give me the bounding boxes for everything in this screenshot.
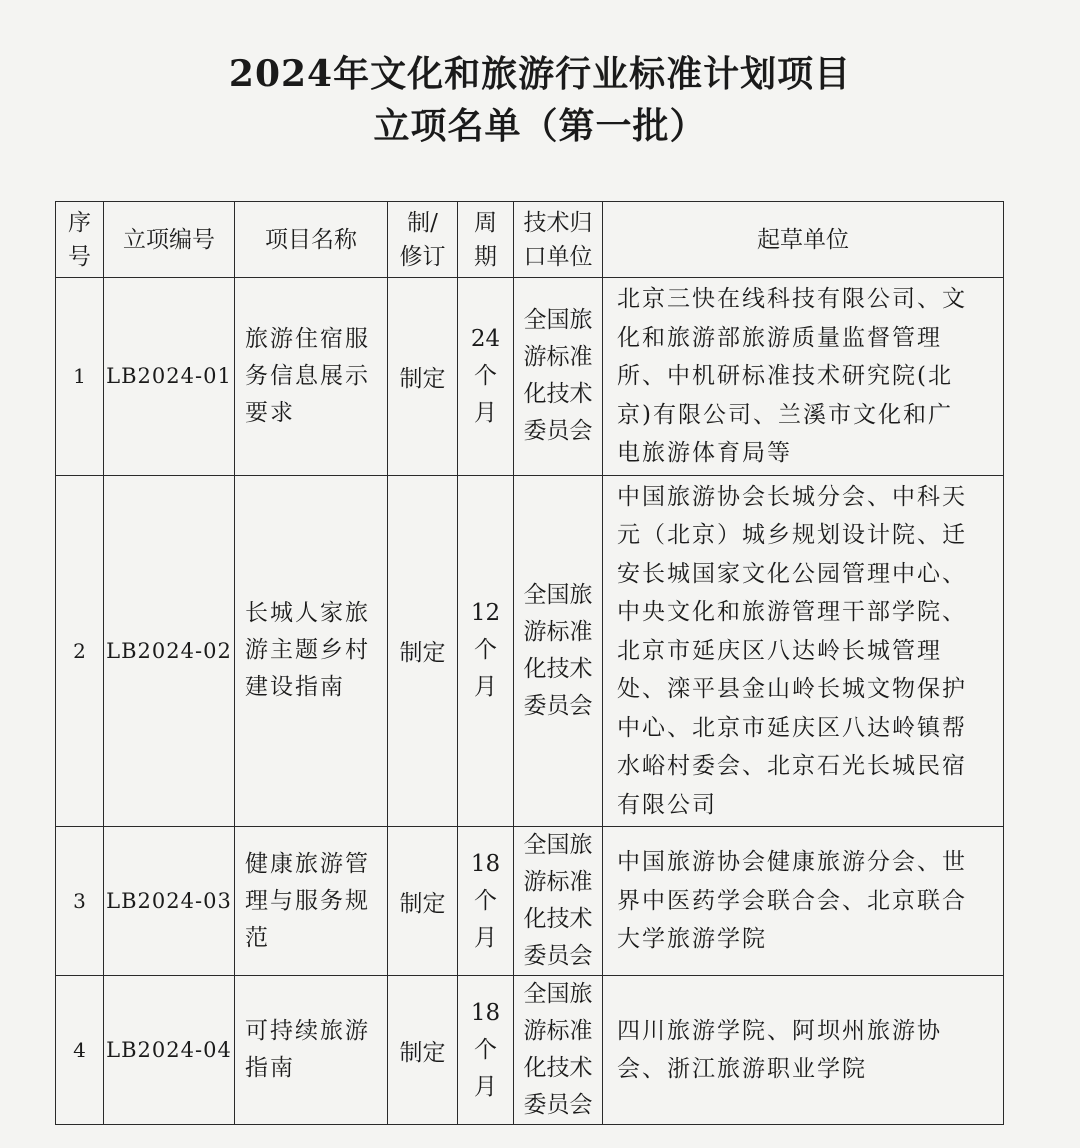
cell-drafter-line: 有限公司	[617, 791, 717, 818]
cell-org-line: 化技术	[523, 655, 593, 682]
cell-drafter	[603, 976, 1004, 1125]
cell-drafter-line: 会、浙江旅游职业学院	[617, 1056, 867, 1082]
header-org: 技术归 口单位	[514, 202, 603, 278]
cell-type: 制定	[388, 827, 458, 976]
cell-no: 1	[56, 278, 104, 476]
header-code: 立项编号	[104, 202, 235, 278]
cell-code: LB2024-01	[104, 278, 235, 476]
cell-drafter-line: 四川旅游学院、阿坝州旅游协	[617, 1017, 942, 1044]
header-name: 项目名称	[235, 202, 388, 278]
cell-name-line: 范	[245, 924, 270, 951]
header-cycle: 周 期	[458, 202, 514, 278]
cell-org	[514, 976, 603, 1125]
cell-cycle-line: 18	[470, 850, 501, 877]
cell-drafter	[603, 475, 1004, 827]
document-title	[0, 48, 1080, 152]
cell-drafter-line: 中国旅游协会健康旅游分会、世	[617, 849, 967, 876]
cell-drafter-line: 所、中机研标准技术研究院(北	[617, 363, 953, 389]
table-row	[56, 976, 1004, 1125]
cell-org-line: 全国旅	[523, 581, 593, 608]
cell-org-line: 委员会	[523, 1092, 593, 1118]
cell-drafter-line: 中国旅游协会长城分会、中科天	[617, 483, 967, 510]
cell-org-line: 全国旅	[523, 307, 593, 334]
header-no: 序 号	[56, 202, 104, 278]
cell-name-line: 指南	[245, 1055, 295, 1081]
cell-code: LB2024-02	[104, 475, 235, 827]
cell-org-line: 游标准	[523, 618, 593, 645]
cell-org-line: 全国旅	[523, 832, 593, 858]
header-type: 制/ 修订	[388, 202, 458, 278]
project-table	[55, 201, 1004, 1125]
cell-cycle-line: 个	[474, 637, 497, 664]
cell-no: 3	[56, 827, 104, 976]
cell-name	[235, 278, 388, 476]
cell-org-line: 游标准	[523, 869, 593, 895]
title-line-1: 2024年文化和旅游行业标准计划项目	[228, 53, 852, 95]
cell-name-line: 长城人家旅	[245, 600, 370, 627]
cell-code: LB2024-03	[104, 827, 235, 976]
cell-org-line: 全国旅	[523, 981, 593, 1007]
cell-cycle-line: 18	[470, 999, 501, 1026]
cell-cycle-line: 月	[474, 399, 497, 426]
table-row	[56, 475, 1004, 827]
cell-org-line: 化技术	[523, 1055, 593, 1081]
cell-org	[514, 278, 603, 476]
table-row	[56, 278, 1004, 476]
table-row	[56, 827, 1004, 976]
cell-name	[235, 827, 388, 976]
cell-cycle-line: 月	[474, 924, 497, 951]
cell-cycle	[458, 827, 514, 976]
cell-drafter-line: 处、滦平县金山岭长城文物保护	[617, 676, 967, 702]
cell-org-line: 委员会	[523, 418, 593, 445]
cell-drafter-line: 大学旅游学院	[617, 926, 767, 953]
cell-type: 制定	[388, 475, 458, 827]
cell-org-line: 游标准	[523, 1018, 593, 1044]
cell-cycle-line: 24	[470, 325, 501, 352]
cell-cycle	[458, 278, 514, 476]
cell-cycle-line: 12	[470, 600, 501, 627]
cell-drafter	[603, 278, 1004, 476]
cell-cycle-line: 个	[474, 887, 497, 914]
cell-name-line: 游主题乡村	[245, 637, 370, 664]
cell-org-line: 化技术	[523, 381, 593, 408]
cell-drafter-line: 化和旅游部旅游质量监督管理	[617, 324, 942, 351]
cell-name-line: 理与服务规	[245, 887, 370, 914]
cell-cycle-line: 月	[474, 1073, 497, 1100]
cell-org-line: 委员会	[523, 943, 593, 969]
cell-cycle-line: 个	[474, 1036, 497, 1063]
cell-drafter	[603, 827, 1004, 976]
cell-drafter-line: 安长城国家文化公园管理中心、	[617, 560, 967, 587]
cell-drafter-line: 北京市延庆区八达岭长城管理	[617, 637, 942, 664]
cell-cycle	[458, 475, 514, 827]
header-drafter: 起草单位	[603, 202, 1004, 278]
cell-name-line: 建设指南	[245, 674, 345, 701]
cell-cycle	[458, 976, 514, 1125]
cell-code: LB2024-04	[104, 976, 235, 1125]
cell-drafter-line: 电旅游体育局等	[617, 440, 792, 466]
cell-name	[235, 976, 388, 1125]
cell-org	[514, 827, 603, 976]
cell-drafter-line: 中心、北京市延庆区八达岭镇帮	[617, 714, 967, 741]
cell-org-line: 委员会	[523, 692, 593, 719]
cell-name-line: 要求	[245, 399, 295, 426]
cell-drafter-line: 中央文化和旅游管理干部学院、	[617, 599, 967, 625]
cell-no: 4	[56, 976, 104, 1125]
table-header-row	[56, 202, 1004, 278]
cell-drafter-line: 京)有限公司、兰溪市文化和广	[617, 401, 953, 428]
cell-org-line: 化技术	[523, 906, 593, 932]
cell-name-line: 务信息展示	[245, 362, 370, 389]
title-line-2: 立项名单（第一批）	[373, 105, 707, 147]
cell-drafter-line: 界中医药学会联合会、北京联合	[617, 887, 967, 914]
cell-type: 制定	[388, 976, 458, 1125]
cell-type: 制定	[388, 278, 458, 476]
cell-no: 2	[56, 475, 104, 827]
cell-org-line: 游标准	[523, 344, 593, 371]
cell-drafter-line: 北京三快在线科技有限公司、文	[617, 286, 967, 312]
cell-org	[514, 475, 603, 827]
cell-name-line: 可持续旅游	[245, 1018, 370, 1044]
cell-name	[235, 475, 388, 827]
cell-cycle-line: 月	[474, 674, 497, 701]
cell-name-line: 健康旅游管	[245, 850, 370, 877]
cell-cycle-line: 个	[474, 362, 497, 389]
cell-name-line: 旅游住宿服	[245, 325, 370, 352]
cell-drafter-line: 元（北京）城乡规划设计院、迁	[617, 522, 967, 548]
cell-drafter-line: 水峪村委会、北京石光长城民宿	[617, 753, 967, 779]
